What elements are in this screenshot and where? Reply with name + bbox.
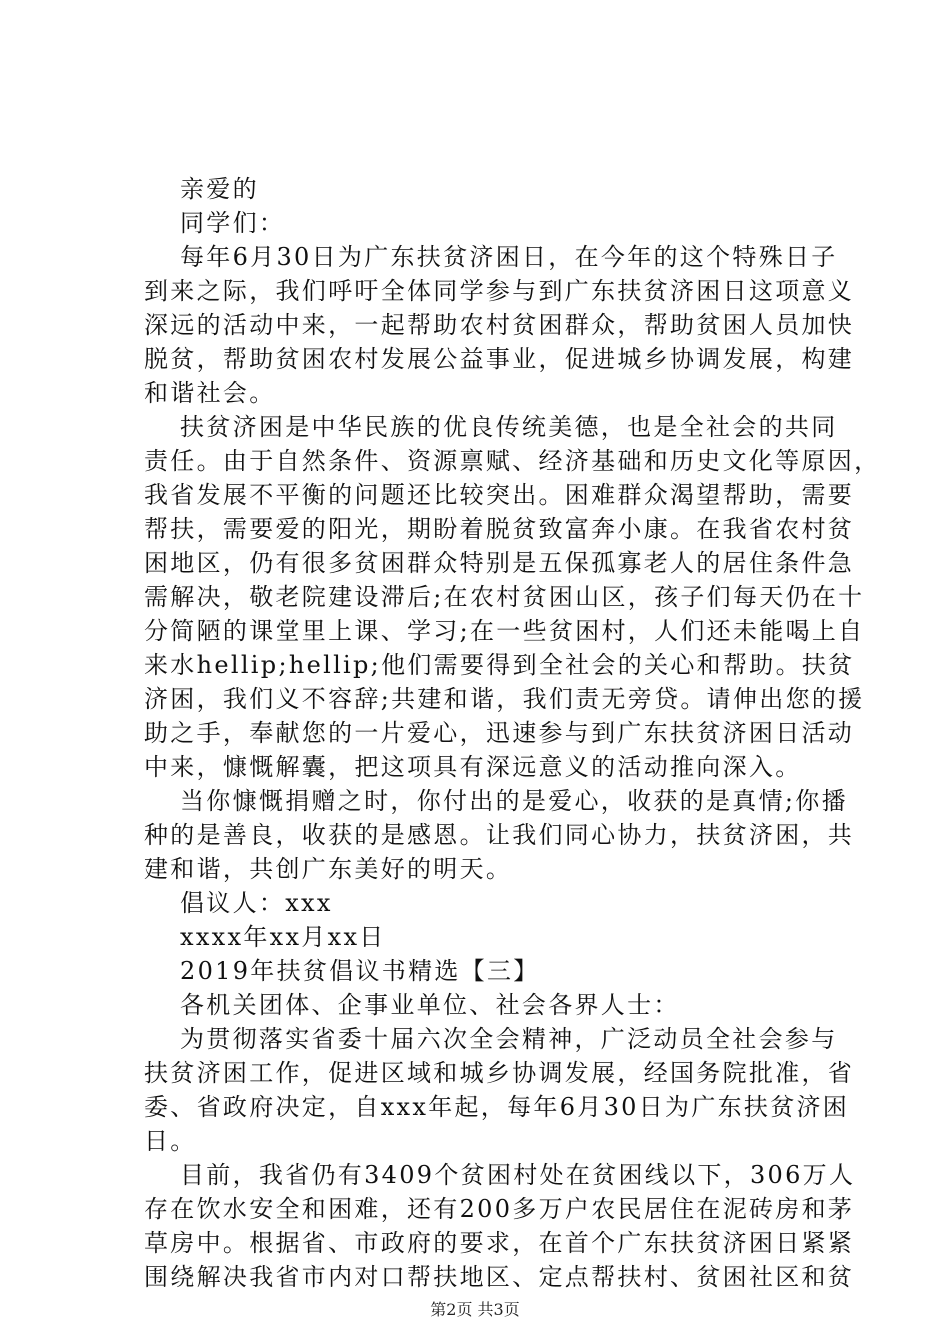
paragraph-line: 为贯彻落实省委十届六次全会精神，广泛动员全社会参与 — [180, 1025, 838, 1053]
paragraph-line: 和谐社会。 — [144, 379, 276, 407]
paragraph-line: 来水hellip;hellip;他们需要得到全社会的关心和帮助。扶贫 — [144, 651, 855, 679]
paragraph-line: 日。 — [144, 1127, 197, 1155]
paragraph-line: 种的是善良，收获的是感恩。让我们同心协力，扶贫济困，共 — [144, 821, 855, 849]
paragraph-line: 责任。由于自然条件、资源禀赋、经济基础和历史文化等原因， — [144, 447, 881, 475]
paragraph-line: 扶贫济困是中华民族的优良传统美德，也是全社会的共同 — [180, 413, 838, 441]
paragraph-line: 每年6月30日为广东扶贫济困日，在今年的这个特殊日子 — [180, 243, 838, 271]
paragraph-line: 到来之际，我们呼吁全体同学参与到广东扶贫济困日这项意义 — [144, 277, 855, 305]
paragraph-line: 草房中。根据省、市政府的要求，在首个广东扶贫济困日紧紧 — [144, 1229, 855, 1257]
paragraph-line: 济困，我们义不容辞;共建和谐，我们责无旁贷。请伸出您的援 — [144, 685, 865, 713]
paragraph-line: 我省发展不平衡的问题还比较突出。困难群众渴望帮助，需要 — [144, 481, 855, 509]
paragraph-line: 助之手，奉献您的一片爱心，迅速参与到广东扶贫济困日活动 — [144, 719, 855, 747]
salutation-line-2: 同学们： — [180, 209, 286, 237]
date-line: xxxx年xx月xx日 — [180, 923, 386, 951]
paragraph-line: 帮扶，需要爱的阳光，期盼着脱贫致富奔小康。在我省农村贫 — [144, 515, 855, 543]
paragraph-line: 当你慷慨捐赠之时，你付出的是爱心，收获的是真情;你播 — [180, 787, 848, 815]
signature-line: 倡议人：xxx — [180, 889, 333, 917]
paragraph-line: 扶贫济困工作，促进区域和城乡协调发展，经国务院批准，省 — [144, 1059, 855, 1087]
paragraph-line: 分简陋的课堂里上课、学习;在一些贫困村，人们还未能喝上自 — [144, 617, 865, 645]
paragraph-line: 目前，我省仍有3409个贫困村处在贫困线以下，306万人 — [180, 1161, 856, 1189]
paragraph-line: 围绕解决我省市内对口帮扶地区、定点帮扶村、贫困社区和贫 — [144, 1263, 855, 1291]
paragraph-line: 委、省政府决定，自xxx年起，每年6月30日为广东扶贫济困 — [144, 1093, 850, 1121]
section-title: 2019年扶贫倡议书精选【三】 — [180, 957, 540, 985]
paragraph-line: 中来，慷慨解囊，把这项具有深远意义的活动推向深入。 — [144, 753, 802, 781]
paragraph-line: 需解决，敬老院建设滞后;在农村贫困山区，孩子们每天仍在十 — [144, 583, 865, 611]
paragraph-line: 建和谐，共创广东美好的明天。 — [144, 855, 513, 883]
paragraph-line: 脱贫，帮助贫困农村发展公益事业，促进城乡协调发展，构建 — [144, 345, 855, 373]
salutation-line: 各机关团体、企事业单位、社会各界人士： — [180, 991, 680, 1019]
page-number-footer: 第2页 共3页 — [430, 1300, 520, 1319]
paragraph-line: 困地区，仍有很多贫困群众特别是五保孤寡老人的居住条件急 — [144, 549, 855, 577]
salutation-line-1: 亲爱的 — [180, 175, 259, 203]
paragraph-line: 存在饮水安全和困难，还有200多万户农民居住在泥砖房和茅 — [144, 1195, 855, 1223]
paragraph-line: 深远的活动中来，一起帮助农村贫困群众，帮助贫困人员加快 — [144, 311, 855, 339]
